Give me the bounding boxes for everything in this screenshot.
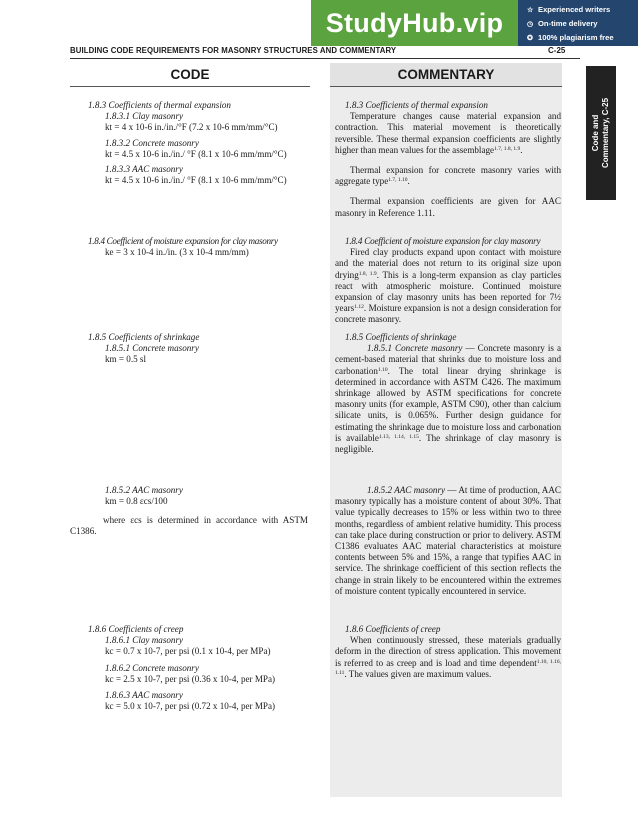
star-icon: ☆: [527, 6, 534, 14]
equation: km = 0.5 sl: [105, 354, 147, 365]
code-section-1-8-6: 1.8.6 Coefficients of creep 1.8.6.1 Clay masonry kc = 0.7 x 10-7, per psi (0.1 x 10-4, per MPa) 1.8.6.2 Concrete masonry kc = 2.5 x 10-7, per psi (0.36 x 10-4, per MPa) 1.8.6.3 AAC masonry kc = 5.0 x 10-7, per psi (0.72 x 10-4, per MPa): [88, 624, 310, 712]
commentary-section-1-8-3: 1.8.3 Coefficients of thermal expansion Temperature changes cause material expansion and contraction. This material movement is theoretically reversible. These thermal expansion coefficients are slightly higher than mean values for the assemblage$^{1.7, 1.8, 1.9}$. Thermal expansion for concrete masonry varies with aggregate type$^{1.7, 1.10}$. Thermal expansion coefficients are given for AAC masonry in Reference 1.11.: [335, 100, 561, 218]
banner-line: ☆ Experienced writers: [527, 5, 611, 14]
banner-features: [518, 0, 638, 46]
header-divider: [70, 58, 580, 59]
side-tab-label: Code and Commentary, C-25: [591, 97, 610, 169]
code-section-1-8-5: 1.8.5 Coefficients of shrinkage 1.8.5.1 Concrete masonry km = 0.5 sl: [88, 332, 310, 366]
clock-icon: ◷: [527, 20, 534, 28]
code-where-clause: where εcs is determined in accordance with ASTM C1386.: [70, 515, 308, 537]
code-heading-rule: [70, 86, 310, 87]
code-section-1-8-3: 1.8.3 Coefficients of thermal expansion 1.8.3.1 Clay masonry kt = 4 x 10-6 in./in./°F (7.2 x 10-6 mm/mm/°C) 1.8.3.2 Concrete masonry kt = 4.5 x 10-6 in./in./ °F (8.1 x 10-6 mm/mm/°C) 1.8.3.3 AAC masonry kt = 4.5 x 10-6 in./in./ °F (8.1 x 10-6 mm/mm/°C): [88, 100, 310, 186]
running-header: BUILDING CODE REQUIREMENTS FOR MASONRY STRUCTURES AND COMMENTARY: [70, 46, 397, 55]
commentary-section-1-8-6: 1.8.6 Coefficients of creep When continuously stressed, these materials gradually deform in the direction of stress application. This movement is referred to as creep and is load and time dependent$^{1.10, 1.16, 1.11}$. The values given are maximum values.: [335, 624, 562, 679]
commentary-section-1-8-4: 1.8.4 Coefficient of moisture expansion for clay masonry Fired clay products expand upon contact with moisture and the material does not return to its original size upon drying$^{1.8, 1.9}$. This is a long-term expansion as clay particles react with atmospheric moisture. Continued moisture expansion of clay masonry units has been reported for 7½ years$^{1.12}$. Moisture expansion is not a design consideration for concrete masonry.: [335, 236, 561, 325]
equation: ke = 3 x 10-4 in./in. (3 x 10-4 mm/mm): [105, 247, 249, 258]
banner-logo[interactable]: StudyHub.vip: [311, 0, 518, 46]
commentary-section-1-8-5-2: 1.8.5.2 AAC masonry — At time of production, AAC masonry typically has a moisture content of about 30%. That value typically decreases to 15% or less within two to three months, regardless of ambient relative humidity. This process can take place during construction or prior to delivery. ASTM C1386 evaluates AAC material characteristics at moisture contents between 5% and 15%, a range that typifies AAC in service. The shrinkage coefficient of this section reflects the change in strain likely to be encountered within the extremes of moisture content typically encountered in service.: [335, 485, 562, 596]
code-section-1-8-4: 1.8.4 Coefficient of moisture expansion for clay masonry ke = 3 x 10-4 in./in. (3 x 10-4 mm/mm): [88, 236, 310, 258]
equation: kc = 0.7 x 10-7, per psi (0.1 x 10-4, per MPa): [105, 646, 271, 657]
commentary-heading-rule: [330, 86, 562, 87]
code-section-1-8-5-2: 1.8.5.2 AAC masonry km = 0.8 εcs/100: [88, 485, 310, 507]
equation: kt = 4.5 x 10-6 in./in./ °F (8.1 x 10-6 mm/mm/°C): [105, 175, 287, 186]
equation: kt = 4.5 x 10-6 in./in./ °F (8.1 x 10-6 mm/mm/°C): [105, 148, 287, 159]
commentary-column-heading: COMMENTARY: [330, 63, 562, 87]
equation: kc = 2.5 x 10-7, per psi (0.36 x 10-4, per MPa): [105, 673, 276, 684]
code-column-heading: CODE: [170, 67, 210, 82]
commentary-section-1-8-5: 1.8.5 Coefficients of shrinkage 1.8.5.1 Concrete masonry — Concrete masonry is a cement-based material that shrinks due to moisture loss and carbonation$^{1.10}$. The total linear drying shrinkage is determined in accordance with ASTM C426. The maximum shrinkage allowed by ASTM specifications for concrete masonry units (for example, ASTM C90), other than calcium silicate units, is 0.065%. Further design guidance for estimating the shrinkage due to moisture loss and carbonation is available$^{1.13, 1.14, 1.15}$. The shrinkage of clay masonry is negligible.: [335, 332, 561, 455]
banner-line: ◷ On-time delivery: [527, 19, 598, 28]
banner-line: ✪ 100% plagiarism free: [527, 33, 614, 42]
equation: km = 0.8 εcs/100: [105, 496, 168, 507]
ad-banner[interactable]: [0, 0, 638, 46]
equation: kc = 5.0 x 10-7, per psi (0.72 x 10-4, per MPa): [105, 701, 276, 712]
badge-icon: ✪: [527, 34, 533, 42]
equation: kt = 4 x 10-6 in./in./°F (7.2 x 10-6 mm/mm/°C): [105, 122, 278, 133]
page-number: C-25: [548, 46, 566, 55]
